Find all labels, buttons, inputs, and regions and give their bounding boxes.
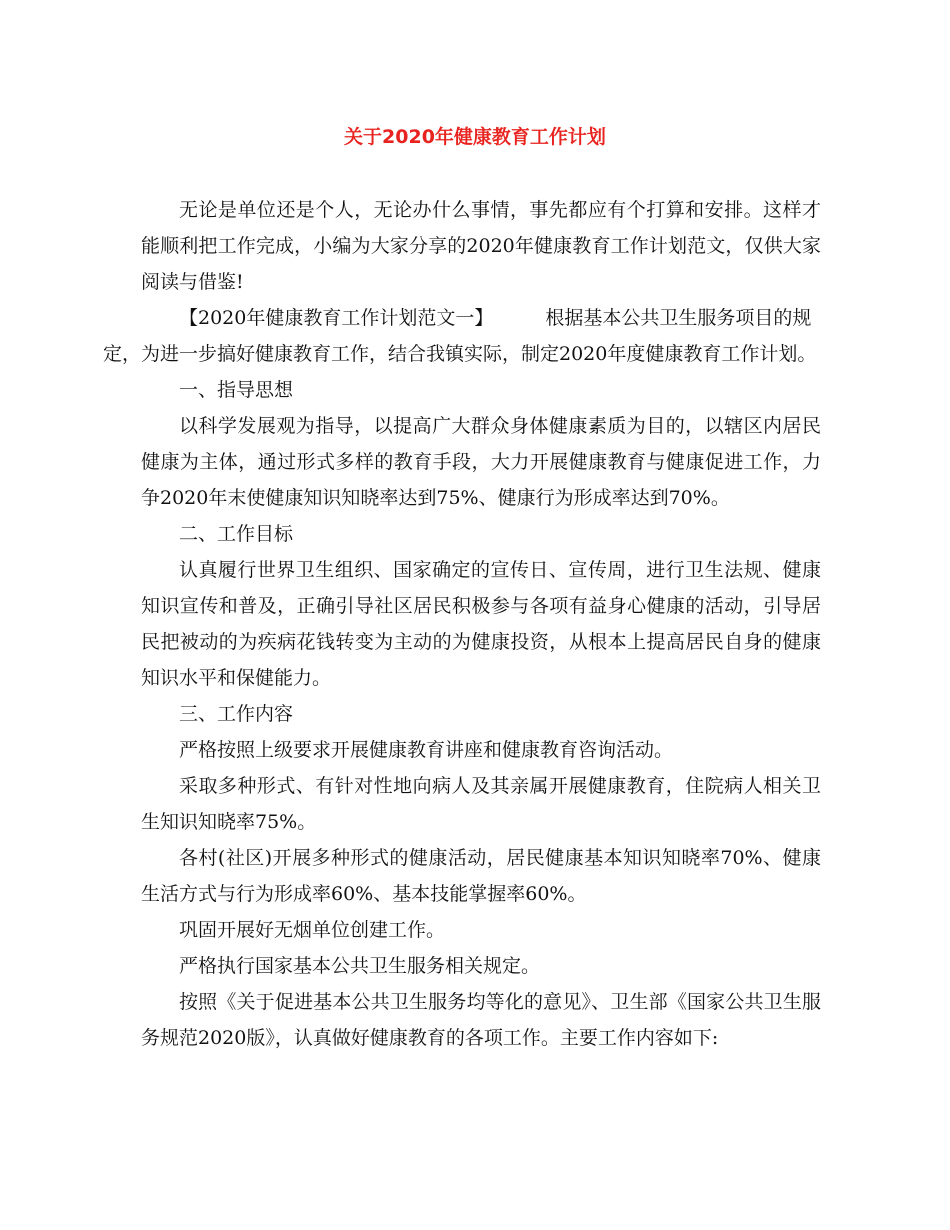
paragraph: 以科学发展观为指导，以提高广大群众身体健康素质为目的，以辖区内居民健康为主体，通过形式多样的教育手段，大力开展健康教育与健康促进工作，力争2020年末使健康知识知晓率达到75%、健康行为形成率达到70%。 bbox=[141, 415, 821, 509]
section-heading-1: 一、指导思想 bbox=[179, 379, 294, 401]
paragraph: 严格按照上级要求开展健康教育讲座和健康教育咨询活动。 bbox=[179, 739, 674, 761]
sample-lead: 根据基本公共卫生服务项目的规 bbox=[545, 307, 812, 329]
document-body bbox=[103, 192, 821, 1056]
paragraph: 严格执行国家基本公共卫生服务相关规定。 bbox=[179, 955, 541, 977]
sample-continuation: 定，为进一步搞好健康教育工作，结合我镇实际，制定2020年度健康教育工作计划。 bbox=[103, 343, 817, 365]
section-heading-2: 二、工作目标 bbox=[179, 523, 294, 545]
sample-heading-paragraph bbox=[103, 300, 821, 372]
intro-paragraph: 无论是单位还是个人，无论办什么事情，事先都应有个打算和安排。这样才能顺利把工作完成，小编为大家分享的2020年健康教育工作计划范文，仅供大家阅读与借鉴! bbox=[141, 199, 821, 293]
paragraph: 按照《关于促进基本公共卫生服务均等化的意见》、卫生部《国家公共卫生服务规范2020版》，认真做好健康教育的各项工作。主要工作内容如下: bbox=[141, 991, 821, 1049]
paragraph: 各村(社区)开展多种形式的健康活动，居民健康基本知识知晓率70%、健康生活方式与行为形成率60%、基本技能掌握率60%。 bbox=[141, 847, 821, 905]
section-heading-3: 三、工作内容 bbox=[179, 703, 294, 725]
paragraph: 认真履行世界卫生组织、国家确定的宣传日、宣传周，进行卫生法规、健康知识宣传和普及，正确引导社区居民积极参与各项有益身心健康的活动，引导居民把被动的为疾病花钱转变为主动的为健康投资，从根本上提高居民自身的健康知识水平和保健能力。 bbox=[141, 559, 821, 689]
sample-heading: 【2020年健康教育工作计划范文一】 bbox=[179, 307, 494, 329]
paragraph: 采取多种形式、有针对性地向病人及其亲属开展健康教育，住院病人相关卫生知识知晓率75%。 bbox=[141, 775, 821, 833]
paragraph: 巩固开展好无烟单位创建工作。 bbox=[179, 919, 446, 941]
document-title: 关于2020年健康教育工作计划 bbox=[344, 126, 606, 148]
